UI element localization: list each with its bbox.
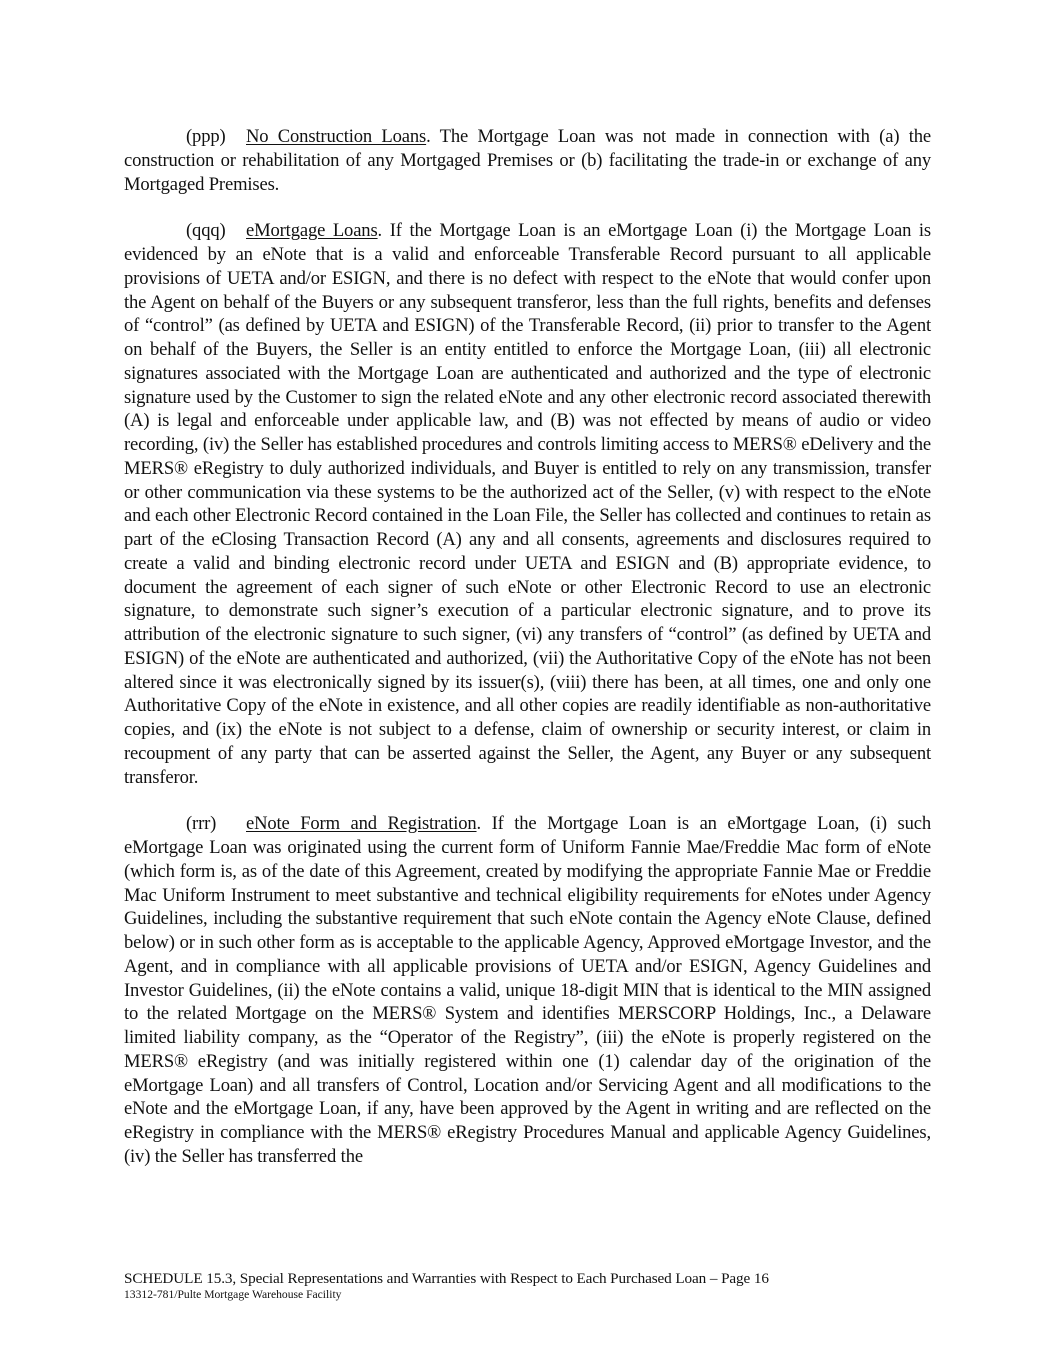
footer-schedule-line: SCHEDULE 15.3, Special Representations and Warranties with Respect to Each Purchased Loan – Page 16 <box>124 1270 769 1287</box>
heading-punct: . <box>377 220 383 242</box>
section-rrr <box>124 812 931 1168</box>
document-page <box>124 125 931 1192</box>
section-heading: eNote Form and Registration <box>246 813 477 835</box>
section-label: (rrr) <box>186 813 217 835</box>
section-label: (qqq) <box>186 220 226 242</box>
heading-punct: . <box>476 813 482 835</box>
section-body: If the Mortgage Loan is an eMortgage Loan, (i) such eMortgage Loan was originated using the current form of Uniform Fannie Mae/Freddie Mac form of eNote (which form is, as of the date of this Agreement, created by modifying the appropriate Fannie Mae or Freddie Mac Uniform Instrument to meet substantive and technical eligibility requirements for eNotes under Agency Guidelines, including the substantive requirement that such eNote contain the Agency eNote Clause, defined below) or in such other form as is acceptable to the applicable Agency, Approved eMortgage Investor, and the Agent, and in compliance with all applicable provisions of UETA and/or ESIGN, Agency Guidelines and Investor Guidelines, (ii) the eNote contains a valid, unique 18-digit MIN that is identical to the MIN assigned to the related Mortgage on the MERS® System and identifies MERSCORP Holdings, Inc., a Delaware limited liability company, as the “Operator of the Registry”, (iii) the eNote is properly registered on the MERS® eRegistry (and was initially registered within one (1) calendar day of the origination of the eMortgage Loan) and all transfers of Control, Location and/or Servicing Agent and all modifications to the eNote and the eMortgage Loan, if any, have been approved by the Agent in writing and are reflected on the eRegistry in compliance with the MERS® eRegistry Procedures Manual and applicable Agency Guidelines, (iv) the Seller has transferred the <box>124 813 931 1167</box>
section-ppp <box>124 125 931 196</box>
heading-punct: . <box>426 126 431 147</box>
section-label: (ppp) <box>186 126 226 147</box>
section-qqq <box>124 219 931 789</box>
section-heading: No Construction Loans <box>246 126 427 147</box>
section-body: The Mortgage Loan was not made in connection with (a) the construction or rehabilitation of any Mortgaged Premises or (b) facilitating the trade-in or exchange of any Mortgaged Premises. <box>124 126 931 195</box>
footer-doc-id: 13312-781/Pulte Mortgage Warehouse Facility <box>124 1288 342 1301</box>
section-heading: eMortgage Loans <box>246 220 378 242</box>
section-body: If the Mortgage Loan is an eMortgage Loan (i) the Mortgage Loan is evidenced by an eNote that is a valid and enforceable Transferable Record pursuant to all applicable provisions of UETA and/or ESIGN, and there is no defect with respect to the eNote that would confer upon the Agent on behalf of the Buyers or any subsequent transferor, less than the full rights, benefits and defenses of “control” (as defined by UETA and ESIGN) of the Transferable Record, (ii) prior to transfer to the Agent on behalf of the Buyers, the Seller is an entity entitled to enforce the Mortgage Loan, (iii) all electronic signatures associated with the Mortgage Loan are authenticated and authorized and the type of electronic signature used by the Customer to sign the related eNote and any other electronic record associated therewith (A) is legal and enforceable under applicable law, and (B) was not effected by means of audio or video recording, (iv) the Seller has established procedures and controls limiting access to MERS® eDelivery and the MERS® eRegistry to duly authorized individuals, and Buyer is entitled to rely on any transmission, transfer or other communication via these systems to be the authorized act of the Seller, (v) with respect to the eNote and each other Electronic Record contained in the Loan File, the Seller has collected and continues to retain as part of the eClosing Transaction Record (A) any and all consents, agreements and disclosures required to create a valid and binding electronic record under UETA and ESIGN and (B) appropriate evidence, to document the agreement of each signer of such eNote or other Electronic Record to use an electronic signature, to demonstrate such signer’s execution of a particular electronic signature, and to prove its attribution of the electronic signature to such signer, (vi) any transfers of “control” (as defined by UETA and ESIGN) of the eNote are authenticated and authorized, (vii) the Authoritative Copy of the eNote has not been altered since it was electronically signed by its issuer(s), (viii) there has been, at all times, one and only one Authoritative Copy of the eNote in existence, and all other copies are readily identifiable as non-authoritative copies, and (ix) the eNote is not subject to a defense, claim of ownership or security interest, or claim in recoupment of any party that can be asserted against the Seller, the Agent, any Buyer or any subsequent transferor. <box>124 220 931 788</box>
page-footer <box>124 1270 931 1302</box>
